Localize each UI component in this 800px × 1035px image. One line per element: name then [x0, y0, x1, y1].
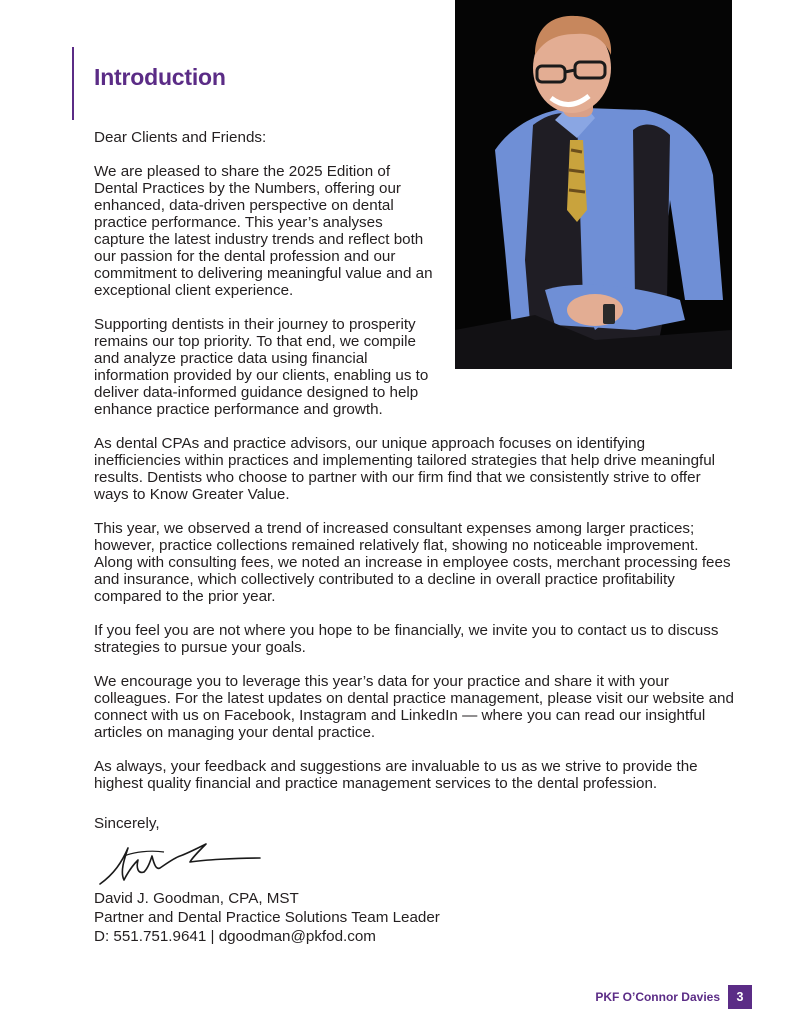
paragraph-5: If you feel you are not where you hope to be financially, we invite you to contact us to discuss strategies to pursue your goals. — [94, 622, 719, 656]
author-portrait — [455, 0, 732, 369]
paragraph-1: We are pleased to share the 2025 Edition of Dental Practices by the Numbers, offering our enhanced, data-driven perspective on dental practice performance. This year’s analyses capture the latest industry trends and reflect both our passion for the dental profession and our commitment to delivering meaningful value and an exceptional client experience. — [94, 163, 433, 299]
signer-role: Partner and Dental Practice Solutions Team Leader — [94, 909, 440, 926]
paragraph-3: As dental CPAs and practice advisors, our unique approach focuses on identifying inefficiencies within practices and implementing tailored strategies that help drive meaningful results. Dentists who choose to partner with our firm find that we consistently strive to offer ways to Know Greater Value. — [94, 435, 716, 503]
paragraph-4: This year, we observed a trend of increased consultant expenses among larger practices; however, practice collections remained relatively flat, showing no noticeable improvement. Along with consulting fees, we noted an increase in employee costs, merchant processing fees and insurance, which collectively contributed to a decline in overall practice profitability compared to the prior year. — [94, 520, 731, 605]
footer-brand: PKF O’Connor Davies — [595, 990, 720, 1004]
closing: Sincerely, — [94, 815, 160, 832]
paragraph-7: As always, your feedback and suggestions are invaluable to us as we strive to provide the highest quality financial and practice management services to the dental profession. — [94, 758, 698, 792]
title-accent-bar — [72, 47, 74, 120]
salutation: Dear Clients and Friends: — [94, 129, 267, 146]
page-number: 3 — [728, 985, 752, 1009]
signature — [94, 838, 266, 890]
signer-name: David J. Goodman, CPA, MST — [94, 890, 299, 907]
paragraph-2: Supporting dentists in their journey to prosperity remains our top priority. To that end, we compile and analyze practice data using financial information provided by our clients, enabling us to deliver data-informed guidance designed to help enhance practice performance and growth. — [94, 316, 429, 418]
paragraph-6: We encourage you to leverage this year’s data for your practice and share it with your colleagues. For the latest updates on dental practice management, please visit our website and connect with us on Facebook, Instagram and LinkedIn — where you can read our insightful articles on managing your dental practice. — [94, 673, 734, 741]
page-title: Introduction — [94, 64, 226, 90]
signer-contact: D: 551.751.9641 | dgoodman@pkfod.com — [94, 928, 376, 945]
